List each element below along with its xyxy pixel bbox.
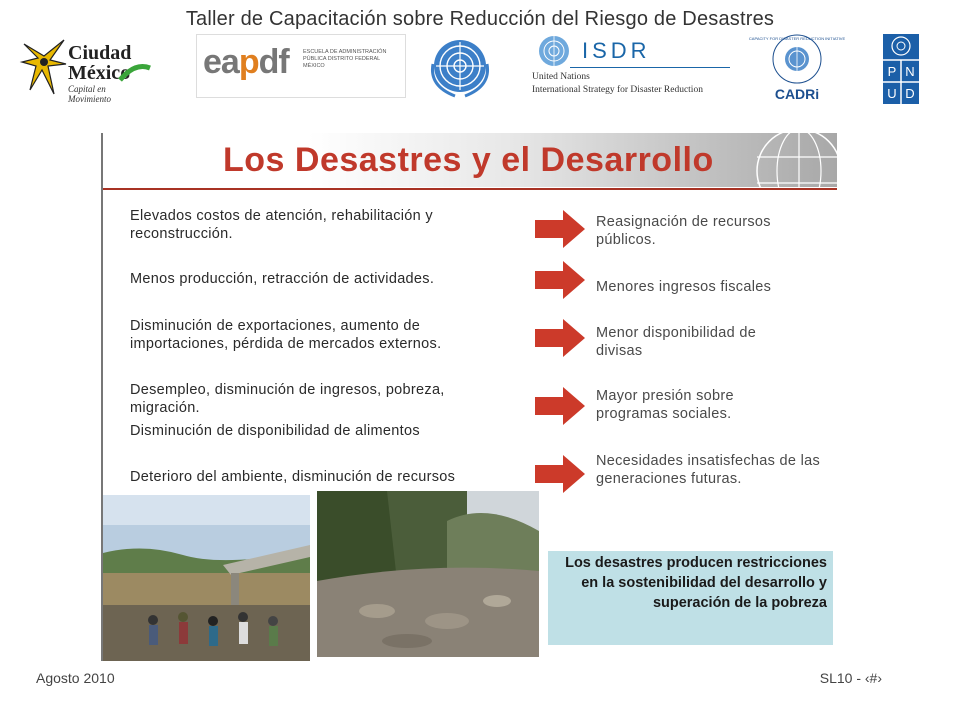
effect-text-5: Necesidades insatisfechas de las generaciones futuras. (596, 453, 820, 487)
isdr-un-line: United Nations (532, 72, 590, 82)
flood-bridge-photo (103, 495, 310, 661)
cause-text-2: Menos producción, retracción de actividades. (130, 271, 435, 287)
cadri-ring-text: CAPACITY FOR DISASTER REDUCTION INITIATIVE (748, 36, 846, 41)
arrow-right-icon (535, 261, 585, 299)
green-swoosh-icon (120, 62, 150, 82)
arrow-right-icon (535, 319, 585, 357)
pnud-logo (883, 34, 919, 104)
footer-date: Agosto 2010 (36, 670, 115, 686)
effect-text-3: Menor disponibilidad de divisas (596, 325, 757, 359)
slide-title: Los Desastres y el Desarrollo (223, 141, 714, 179)
cdmx-line1: Ciudad (68, 42, 132, 64)
arrow-right-icon (535, 455, 585, 493)
cdmx-tagline: Capital en Movimiento (68, 84, 111, 104)
cause-text-extra: Disminución de disponibilidad de alimentos (130, 423, 420, 439)
cause-text-4: Desempleo, disminución de ingresos, pobreza, migración. (130, 382, 445, 416)
effect-text-4: Mayor presión sobre programas sociales. (596, 388, 734, 422)
cause-text-3: Disminución de exportaciones, aumento de importaciones, pérdida de mercados externos. (130, 318, 442, 352)
effect-text-1: Reasignación de recursos públicos. (596, 214, 771, 248)
footer-slide-number: SL10 - ‹#› (819, 670, 882, 686)
cadri-label: CADRi (774, 86, 820, 102)
arrow-right-icon (535, 387, 585, 425)
title-divider (103, 188, 837, 190)
cause-text-5: Deterioro del ambiente, disminución de recursos (130, 469, 456, 485)
un-globe-icon (425, 34, 495, 98)
isdr-logo (530, 34, 730, 100)
conclusion-box: Los desastres producen restricciones en la sostenibilidad del desarrollo y superación de la pobreza (548, 551, 833, 645)
effect-text-2: Menores ingresos fiscales (596, 279, 772, 295)
svg-text:N: N (905, 64, 915, 79)
cadri-ring-icon (748, 32, 846, 86)
svg-text:D: D (905, 86, 915, 101)
landslide-photo (317, 491, 539, 657)
cdmx-line2: México (68, 62, 131, 84)
eapdf-school-name: ESCUELA DE ADMINISTRACIÓN PÚBLICA DISTRITO FEDERAL MÉXICO (303, 49, 387, 69)
un-emblem-logo (425, 34, 495, 98)
ciudad-de-mexico-logo (20, 34, 150, 104)
workshop-title: Taller de Capacitación sobre Reducción del Riesgo de Desastres (185, 8, 775, 30)
isdr-strategy-line: International Strategy for Disaster Reduction (532, 85, 703, 95)
svg-text:P: P (887, 64, 897, 79)
un-globe-small-icon (534, 34, 574, 68)
cause-text-1: Elevados costos de atención, rehabilitación y reconstrucción. (130, 208, 433, 242)
angel-emblem-icon (20, 34, 70, 98)
svg-text:U: U (887, 86, 897, 101)
pnud-block-icon (883, 34, 919, 104)
eapdf-logo (196, 34, 406, 98)
arrow-right-icon (535, 210, 585, 248)
globe-grid-icon (739, 127, 839, 207)
cadri-logo (748, 32, 846, 104)
eapdf-wordmark: eapdf (203, 43, 289, 81)
slide-image (101, 133, 835, 661)
isdr-name: ISDR (582, 38, 651, 63)
